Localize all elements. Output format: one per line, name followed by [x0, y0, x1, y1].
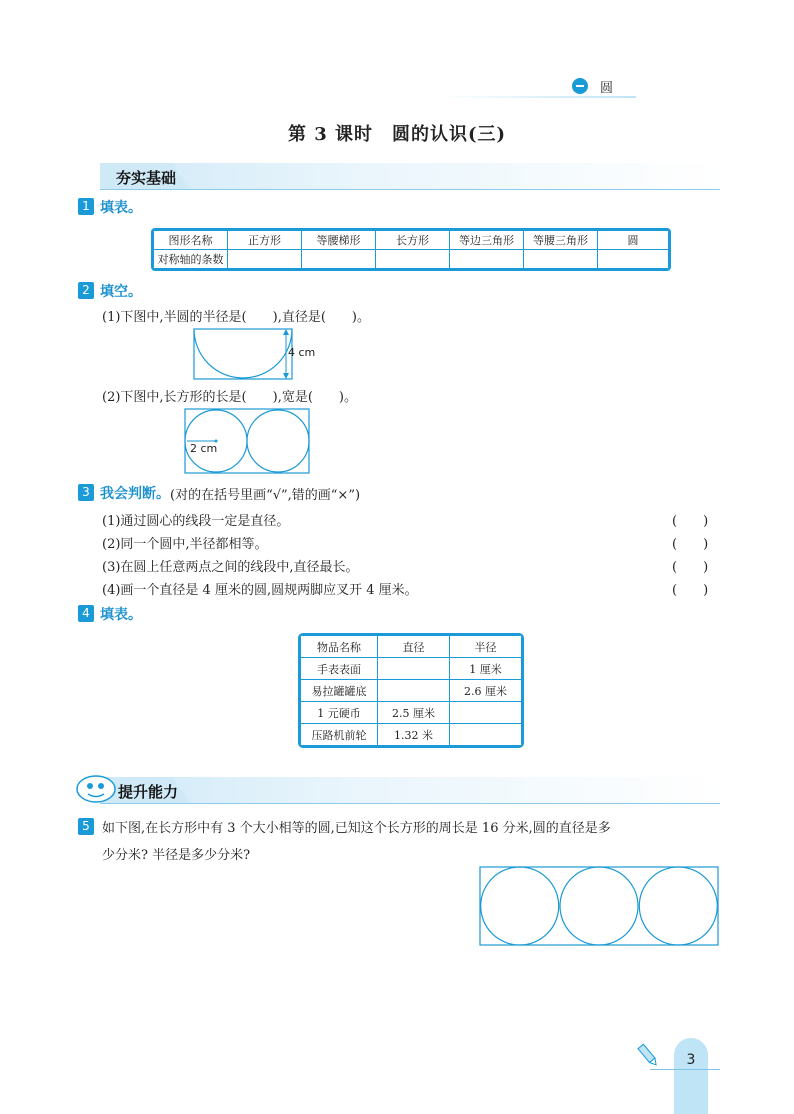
question-text: 如下图,在长方形中有 3 个大小相等的圆,已知这个长方形的周长是 16 分米,圆的直径是多 — [102, 821, 611, 836]
judgment-item: (2)同一个圆中,半径都相等。 — [102, 537, 268, 552]
answer-cell[interactable] — [450, 250, 524, 269]
two-circles-figure — [182, 406, 314, 476]
chapter-name: 圆 — [600, 81, 614, 96]
answer-cell[interactable] — [302, 250, 376, 269]
mascot-icon — [74, 772, 120, 806]
question-instruction: (对的在括号里画“√”,错的画“×”) — [170, 488, 361, 503]
question-text: (1)下图中,半圆的半径是( ),直径是( )。 — [102, 310, 370, 325]
table-header-row: 物品名称 直径 半径 — [301, 636, 522, 658]
chapter-badge — [572, 78, 588, 94]
question-text: 少分米? 半径是多少分米? — [102, 848, 251, 863]
table-row: 1 元硬币 2.5 厘米 — [301, 702, 522, 724]
answer-cell[interactable] — [376, 250, 450, 269]
question-title: 填表。 — [100, 607, 142, 623]
table-row: 手表表面 1 厘米 — [301, 658, 522, 680]
question-number: 1 — [78, 198, 94, 215]
dimension-label: 2 cm — [190, 442, 218, 455]
section-label: 夯实基础 — [116, 169, 177, 187]
section-label: 提升能力 — [118, 783, 179, 801]
three-circles-figure — [478, 865, 722, 949]
answer-cell[interactable] — [598, 250, 669, 269]
symmetry-table — [151, 228, 671, 271]
question-title: 我会判断。 — [100, 486, 170, 502]
answer-cell[interactable] — [524, 250, 598, 269]
question-text: (2)下图中,长方形的长是( ),宽是( )。 — [102, 390, 357, 405]
page-number: 3 — [686, 1052, 696, 1068]
page-tab — [674, 1038, 708, 1114]
diameter-radius-table — [298, 633, 524, 748]
question-number: 4 — [78, 605, 94, 622]
answer-cell[interactable] — [450, 724, 522, 746]
question-number: 3 — [78, 484, 94, 501]
answer-paren[interactable]: ( ) — [672, 537, 709, 552]
question-title: 填表。 — [100, 200, 142, 216]
semicircle-figure — [190, 326, 340, 382]
answer-cell[interactable] — [378, 658, 450, 680]
answer-paren[interactable]: ( ) — [672, 560, 709, 575]
footer-rule — [650, 1069, 720, 1070]
answer-paren[interactable]: ( ) — [672, 583, 709, 598]
dimension-label: 4 cm — [288, 346, 316, 359]
question-title: 填空。 — [100, 284, 142, 300]
judgment-item: (3)在圆上任意两点之间的线段中,直径最长。 — [102, 560, 359, 575]
pencil-icon — [636, 1042, 660, 1070]
answer-cell[interactable] — [450, 702, 522, 724]
table-row: 易拉罐罐底 2.6 厘米 — [301, 680, 522, 702]
table-row: 压路机前轮 1.32 米 — [301, 724, 522, 746]
answer-cell[interactable] — [378, 680, 450, 702]
section-banner-basic — [100, 163, 720, 189]
question-number: 2 — [78, 282, 94, 299]
table-row: 对称轴的条数 — [154, 250, 669, 269]
table-row: 图形名称 正方形 等腰梯形 长方形 等边三角形 等腰三角形 圆 — [154, 231, 669, 250]
page-title: 第 3 课时 圆的认识(三) — [287, 124, 507, 145]
judgment-item: (4)画一个直径是 4 厘米的圆,圆规两脚应叉开 4 厘米。 — [102, 583, 418, 598]
header-rule — [440, 96, 636, 98]
answer-paren[interactable]: ( ) — [672, 514, 709, 529]
judgment-item: (1)通过圆心的线段一定是直径。 — [102, 514, 290, 529]
question-number: 5 — [78, 818, 94, 835]
section-banner-advanced — [100, 777, 720, 803]
answer-cell[interactable] — [228, 250, 302, 269]
